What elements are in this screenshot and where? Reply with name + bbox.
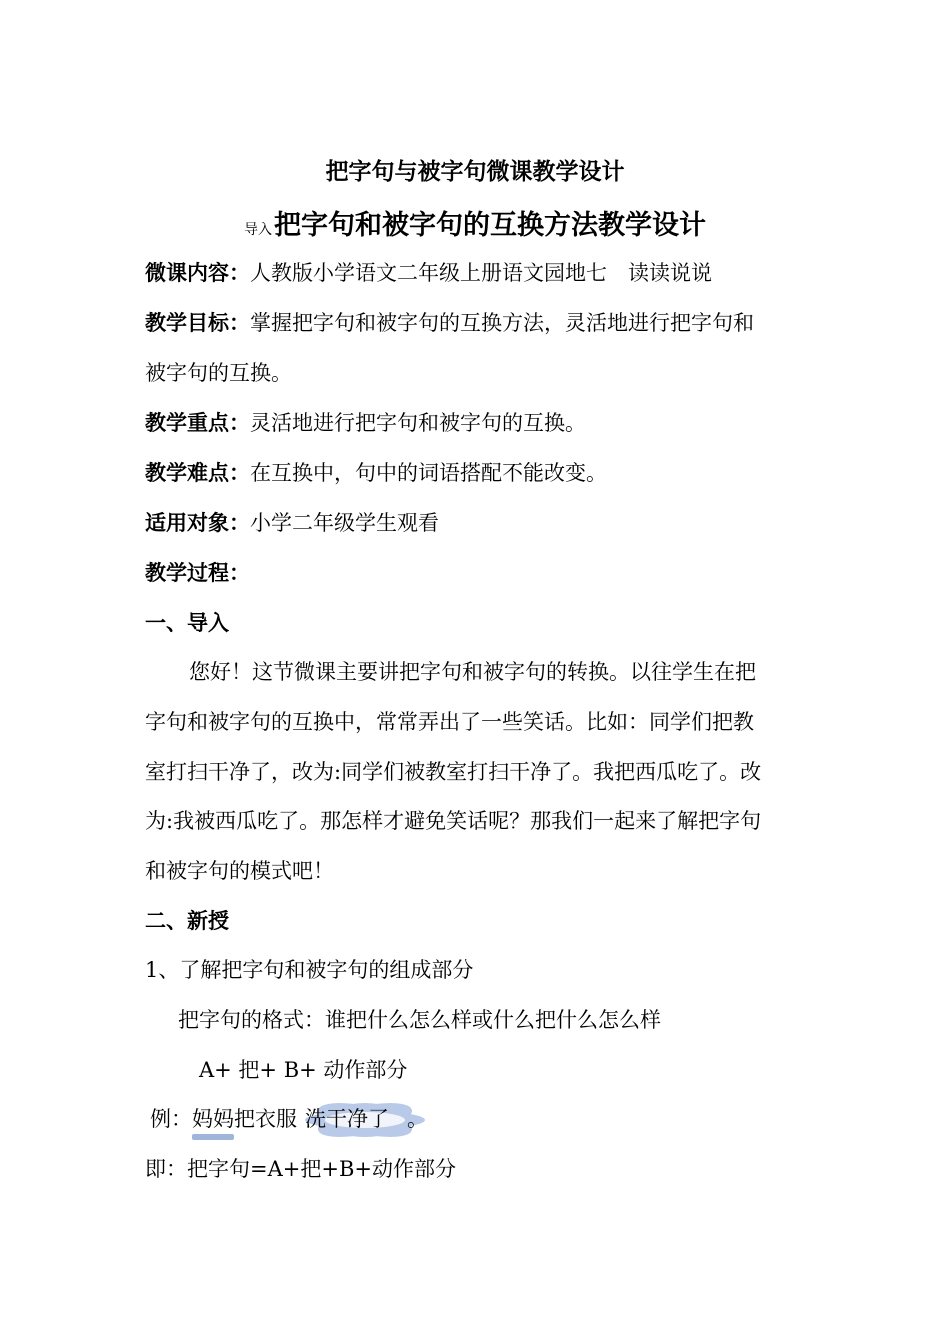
subtitle-prefix: 导入 (244, 222, 272, 238)
example-action: 洗干净了 (305, 1107, 389, 1131)
document-title: 把字句与被字句微课教学设计 (325, 158, 625, 185)
example-subject: 妈妈 (192, 1104, 234, 1134)
ba-format-line: 把字句的格式：谁把什么怎么样或什么把什么怎么样 (178, 1008, 661, 1032)
intro-paragraph-line: 和被字句的模式吧！ (145, 859, 334, 883)
example-line (150, 1104, 428, 1134)
field-goal-continued: 被字句的互换。 (145, 361, 292, 385)
intro-paragraph-line: 您好！这节微课主要讲把字句和被字句的转换。以往学生在把 (168, 660, 756, 684)
field-audience (145, 508, 439, 538)
section-heading-intro: 一、导入 (145, 610, 229, 635)
field-value: 在互换中，句中的词语搭配不能改变。 (250, 461, 607, 485)
section-heading-new: 二、新授 (145, 908, 229, 933)
ba-summary-line: 即：把字句=A+把+B+动作部分 (145, 1157, 456, 1181)
intro-paragraph-line: 为:我被西瓜吃了。那怎样才避免笑话呢？那我们一起来了解把字句 (145, 809, 762, 833)
example-prefix: 例： (150, 1107, 192, 1131)
field-process: 教学过程： (145, 560, 250, 585)
field-difficulty (145, 458, 607, 488)
field-value: 灵活地进行把字句和被字句的互换。 (250, 411, 586, 435)
field-goal (145, 308, 754, 338)
field-label: 教学目标： (145, 310, 250, 335)
field-content (145, 258, 712, 288)
intro-paragraph-line: 室打扫干净了，改为:同学们被教室打扫干净了。我把西瓜吃了。改 (145, 760, 762, 784)
field-focus (145, 408, 586, 438)
subtitle-text: 把字句和被字句的互换方法教学设计 (274, 210, 706, 241)
field-label: 教学难点： (145, 460, 250, 485)
ba-pattern-line: A+ 把+ B+ 动作部分 (199, 1058, 408, 1082)
field-value: 掌握把字句和被字句的互换方法，灵活地进行把字句和 (250, 311, 754, 335)
field-label: 微课内容： (145, 260, 250, 285)
document-subtitle (0, 206, 950, 250)
field-value: 小学二年级学生观看 (250, 511, 439, 535)
example-object: 把衣服 (234, 1107, 297, 1131)
intro-paragraph-line: 字句和被字句的互换中，常常弄出了一些笑话。比如：同学们把教 (145, 710, 754, 734)
field-value: 人教版小学语文二年级上册语文园地七 读读说说 (250, 261, 712, 285)
field-label: 适用对象： (145, 510, 250, 535)
example-period: 。 (407, 1107, 428, 1131)
item-heading: 1、了解把字句和被字句的组成部分 (145, 958, 474, 982)
field-label: 教学重点： (145, 410, 250, 435)
